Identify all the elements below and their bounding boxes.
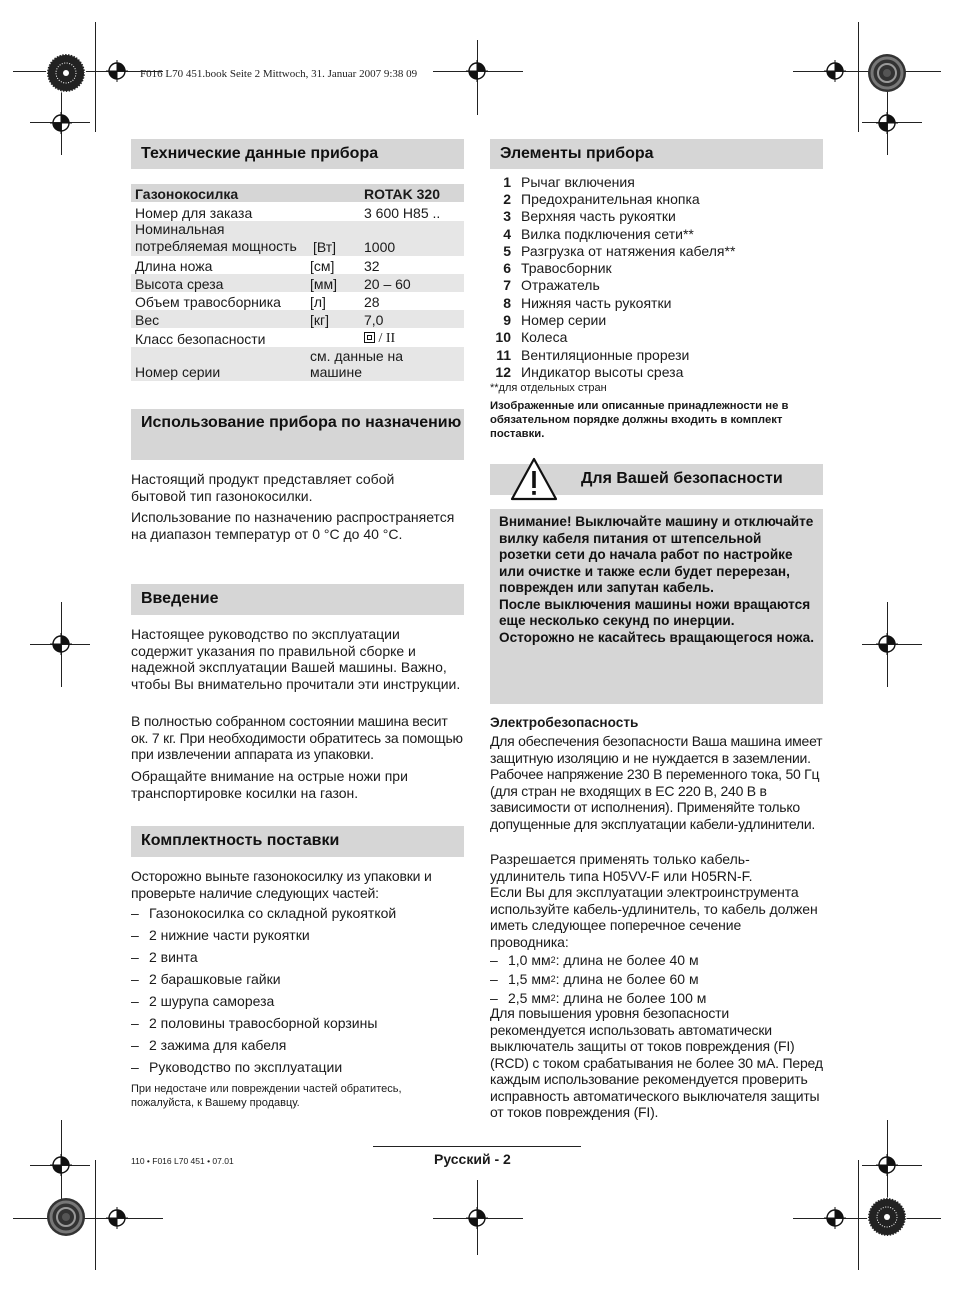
list-item-label: 2 барашковые гайки [149,971,281,987]
registration-mark-icon [106,60,128,82]
item-number: 7 [503,277,511,294]
table-cell: Вес [135,312,160,328]
registration-mark-icon [106,1207,128,1229]
list-item [131,949,396,971]
registration-mark-icon [50,1154,72,1176]
list-item [490,277,735,294]
item-label: Колеса [521,329,568,346]
list-item [490,208,735,225]
intro-p3: Обращайте внимание на острые ножи при транспортировке косилки на газон. [131,768,408,801]
table-row [131,292,464,310]
list-item [131,1015,396,1037]
table-cell: Объем травосборника [135,294,281,310]
list-item [131,1059,396,1081]
list-item [131,993,396,1015]
warning-box [490,509,823,704]
list-item [490,173,735,190]
safety-heading: Для Вашей безопасности [581,470,783,487]
electrical-safety-p1: Для обеспечения безопасности Ваша машина имеет защитную изоляцию и не нуждается в заземлении. Рабочее напряжение 230 В переменного тока, 50 Гц (для стран не входящих в ЕС 220 В, 240 В в зависимости от исполнения). Применяйте только допущенные для эксплуатации кабели-удлинители. [490,733,823,832]
item-label: Номер серии [521,312,607,329]
list-item [490,311,735,328]
item-label: Рычаг включения [521,173,635,190]
registration-mark-icon [876,112,898,134]
tech-data-heading: Технические данные прибора [131,139,464,169]
table-row [131,256,464,274]
table-cell: см. данные на машине [310,348,404,380]
item-number: 3 [503,208,511,225]
item-number: 4 [503,225,511,242]
intended-use-heading: Использование прибора по назначению [131,409,464,460]
list-dash: – [490,989,498,1006]
electrical-safety-p3: Если Вы для эксплуатации электроинструмента используйте кабель-удлинитель, то кабель должен иметь следующее поперечное сечение проводника: [490,884,818,950]
table-cell: Номер серии [135,364,221,380]
warning-text-2: После выключения машины ножи вращаются еще несколько секунд по инерции. [499,596,811,628]
intro-p1: Настоящее руководство по эксплуатации содержит указания по правильной сборке и надежной эксплуатации Вашей машины. Важно, чтобы Вы внимательно прочитали эти инструкции. [131,626,461,692]
warning-text-3: Осторожно не касайтесь вращающегося ножа. [499,629,814,645]
table-cell: 7,0 [364,312,384,328]
list-dash: – [131,949,139,965]
table-cell: 32 [364,258,380,274]
item-number: 8 [503,294,511,311]
list-dash: – [131,927,139,943]
table-row [131,202,464,221]
list-item [490,294,735,311]
list-item [131,971,396,993]
cable-size: 1,0 мм [508,951,551,968]
item-label: Предохранительная кнопка [521,190,700,207]
table-cell: Номер для заказа [135,205,253,221]
table-cell: Длина ножа [135,258,213,274]
table-row [131,274,464,292]
list-item [490,969,706,988]
table-cell: ROTAK 320 [364,186,440,202]
item-number: 9 [503,312,511,329]
list-item-label: Руководство по эксплуатации [149,1059,343,1075]
cable-length: : длина не более 40 м [555,951,699,968]
table-row [131,221,464,256]
table-cell: [см] [310,258,335,274]
item-number: 1 [503,173,511,190]
table-cell: 3 600 H85 .. [364,205,441,221]
electrical-safety-p2: Разрешается применять только кабель-удлинитель типа H05VV-F или H05RN-F. [490,851,753,884]
list-item [490,242,735,259]
registration-mark-icon [824,60,846,82]
registration-mark-icon [876,633,898,655]
cable-length: : длина не более 60 м [555,970,699,987]
registration-mark-icon [50,633,72,655]
delivery-heading: Комплектность поставки [131,826,464,857]
delivery-p1: Осторожно выньте газонокосилку из упаковки и проверьте наличие следующих частей: [131,868,432,901]
delivery-note: При недостаче или повреждении частей обратитесь, пожалуйста, к Вашему продавцу. [131,1083,402,1109]
list-item-label: Газонокосилка со складной рукояткой [149,905,397,921]
list-item [131,927,396,949]
table-cell: Газонокосилка [135,186,239,202]
table-cell: 28 [364,294,380,310]
registration-mark-icon [876,1154,898,1176]
color-wheel-icon [867,1197,907,1237]
table-cell: Номинальная потребляемая мощность [135,221,297,254]
tech-data-table [131,184,464,381]
registration-mark-icon [50,112,72,134]
list-dash: – [131,993,139,1009]
registration-mark-icon [466,60,488,82]
table-cell: Класс безопасности [135,331,266,347]
color-wheel-icon [867,53,907,93]
item-number: 2 [503,190,511,207]
table-cell: 20 – 60 [364,276,411,292]
accessories-note: Изображенные или описанные принадлежности не в обязательном порядке должны входить в комплект поставки. [490,400,789,440]
list-item [490,225,735,242]
item-number: 5 [503,242,511,259]
table-cell: [л] [310,294,326,310]
footer-rule [373,1146,581,1147]
cable-size-exp: 2 [550,954,556,965]
table-row [131,347,464,381]
table-cell: [кг] [310,312,330,328]
footer-code: 110 • F016 L70 451 • 07.01 [131,1156,234,1166]
cable-length: : длина не более 100 м [555,989,707,1006]
item-label: Вентиляционные прорези [521,346,690,363]
list-item [131,905,396,927]
item-number: 10 [495,329,511,346]
table-cell: 1000 [364,239,396,255]
registration-mark-icon [466,1207,488,1229]
warning-triangle-icon [510,457,558,501]
list-item [131,1037,396,1059]
cable-size: 1,5 мм [508,970,551,987]
item-label: Вилка подключения сети** [521,225,694,242]
item-number: 12 [495,363,511,380]
cable-section-list [490,950,706,1007]
protection-class-icon [364,332,375,343]
list-item [490,346,735,363]
protection-class-value: / II [375,331,396,346]
electrical-safety-p4: Для повышения уровня безопасности рекомендуется использовать автоматически выключатель защиты от токов повреждения (FI) (RCD) с током срабатывания не более 30 мА. Перед каждым использование рекомендуется проверить исправность автоматического выключателя защиты от токов повреждения (FI). [490,1005,823,1120]
color-wheel-icon [46,53,86,93]
book-info-header: F016 L70 451.book Seite 2 Mittwoch, 31. Januar 2007 9:38 09 [140,68,418,80]
list-item-label: 2 шурупа самореза [149,993,275,1009]
list-item [490,259,735,276]
intro-heading: Введение [131,584,464,615]
cable-size-exp: 2 [550,973,556,984]
item-label: Нижняя часть рукоятки [521,294,672,311]
list-item-label: 2 нижние части рукоятки [149,927,310,943]
item-number: 11 [496,346,511,363]
table-cell: [мм] [310,276,338,292]
registration-mark-icon [824,1207,846,1229]
table-row [131,310,464,328]
elements-list [490,173,735,381]
warning-text-1: Внимание! Выключайте машину и отключайте вилку кабеля питания от штепсельной розетки сети до начала работ по настройке или очистке и также если будет перерезан, поврежден или запутан кабель. [499,514,814,595]
electrical-safety-heading: Электробезопасность [490,715,639,730]
list-item-label: 2 зажима для кабеля [149,1037,287,1053]
color-wheel-icon [46,1197,86,1237]
list-item [490,363,735,380]
item-label: Индикатор высоты среза [521,363,684,380]
list-dash: – [131,971,139,987]
item-label: Верхняя часть рукоятки [521,208,676,225]
delivery-list [131,905,396,1081]
table-cell [364,329,464,347]
list-dash: – [490,951,498,968]
footnote: **для отдельных стран [490,382,607,394]
list-dash: – [490,970,498,987]
item-label: Травосборник [521,260,612,277]
item-label: Разгрузка от натяжения кабеля** [521,242,736,259]
list-item-label: 2 винта [149,949,198,965]
list-dash: – [131,905,139,921]
table-row [131,328,464,347]
list-item [490,190,735,207]
list-item [490,950,706,969]
list-item [490,329,735,346]
intended-use-p1: Настоящий продукт представляет собой бытовой тип газонокосилки. [131,471,395,504]
item-number: 6 [503,260,511,277]
list-dash: – [131,1037,139,1053]
intro-p2: В полностью собранном состоянии машина весит ок. 7 кг. При необходимости обратитесь за помощью при извлечении аппарата из упаковки. [131,713,463,762]
table-cell: [Вт] [313,239,337,255]
elements-heading: Элементы прибора [490,139,823,169]
list-item-label: 2 половины травосборной корзины [149,1015,378,1031]
table-cell: Высота среза [135,276,224,292]
list-dash: – [131,1015,139,1031]
safety-heading-box [490,464,823,495]
page-number: Русский - 2 [434,1151,511,1167]
item-label: Отражатель [521,277,600,294]
list-dash: – [131,1059,139,1075]
intended-use-p2: Использование по назначению распространяется на диапазон температур от 0 °C до 40 °C. [131,509,455,542]
cable-size: 2,5 мм [508,989,551,1006]
table-header-row [131,184,464,202]
cable-size-exp: 2 [550,992,556,1003]
